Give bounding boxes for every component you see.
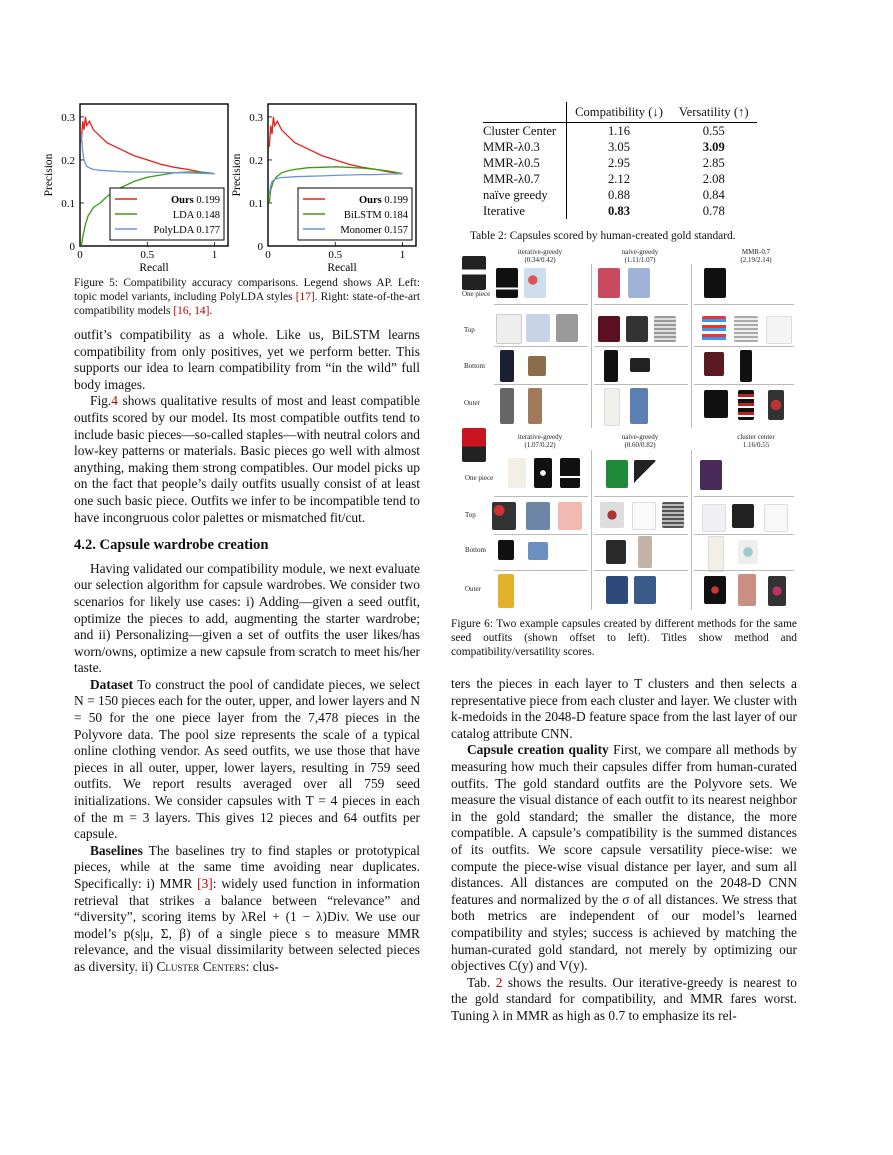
x-tick-label: 0	[77, 249, 83, 261]
clothing-image	[768, 390, 784, 420]
legend-series-name: Monomer	[340, 225, 382, 236]
table2	[483, 102, 757, 219]
clothing-image	[704, 576, 726, 604]
clothing-image	[704, 390, 728, 418]
paragraph: outfit’s compatibility as a whole. Like us, BiLSTM learns compatibility from only positives, yet we perform better. This supports our idea to learn compatibility from “in the wild” full body images.	[74, 327, 420, 392]
clothing-image	[492, 502, 516, 530]
text: : widely used function in information retrieval that strikes a balance between “relevance” and “diversity”, scoring items by λRel + (1 − λ)Div. We use our model’s p(s|μ, Σ, β) of a single piece s to measure MMR relevance, and the visual dissimilarity between selected pieces as diversity. ii)	[74, 876, 420, 974]
clothing-image	[704, 268, 726, 298]
row-label: Bottom	[465, 546, 487, 554]
text: : clus-	[245, 958, 279, 974]
clothing-image	[598, 316, 620, 342]
x-tick-label: 1	[399, 249, 406, 261]
clothing-image	[496, 268, 518, 298]
clothing-image	[638, 536, 652, 568]
table-cell: 0.88	[607, 188, 631, 202]
clothing-image	[526, 314, 550, 342]
legend-label	[153, 225, 220, 236]
table-cell: 0.55	[702, 124, 725, 138]
row-label: One piece	[462, 290, 491, 298]
clothing-image	[500, 350, 514, 382]
clothing-image	[626, 316, 648, 342]
clothing-image	[734, 316, 758, 342]
clothing-image	[498, 540, 514, 560]
legend-series-name: PolyLDA	[153, 225, 194, 236]
figure5-caption	[74, 276, 420, 319]
clothing-image	[764, 504, 788, 532]
paragraph: Having validated our compatibility module, we next evaluate our selection algorithm for capsule wardrobes. We consider two scenarios for likely use cases: i) Adding—given a seed outfit, optimize the pieces to add, augmenting the starter wardrobe; and ii) Personalizing—given a set of outfits the user likes/has worn/owns, optimize a new capsule from scratch to meet his/her taste.	[74, 560, 420, 676]
legend-series-name: BiLSTM	[343, 210, 382, 221]
table-cell: MMR-λ0.5	[483, 155, 567, 171]
clothing-image	[600, 502, 624, 528]
caption-text: .	[209, 305, 213, 318]
column-title: cluster center 1.16/0.55	[737, 433, 775, 449]
right-column	[451, 676, 797, 1024]
clothing-image	[634, 460, 656, 484]
clothing-image	[528, 356, 546, 376]
table-cell: 2.08	[702, 172, 725, 186]
x-axis-label: Recall	[139, 262, 169, 274]
paragraph	[74, 393, 420, 526]
table-cell: 3.05	[607, 140, 631, 154]
table-row	[483, 139, 757, 155]
paragraph	[74, 677, 420, 843]
legend-ap-value: 0.199	[193, 195, 220, 206]
clothing-image	[768, 576, 786, 606]
table-cell: naïve greedy	[483, 187, 567, 203]
seed-outfit-image	[462, 256, 486, 290]
left-column	[74, 327, 420, 976]
table-cell: MMR-λ0.7	[483, 171, 567, 187]
paragraph: ters the pieces in each layer to T clusters and then selects a representative piece from each cluster and layer. We cluster with k-medoids in the 2048-D feature space from the last layer of our catalog attribute CNN.	[451, 676, 797, 741]
figure5-charts	[40, 96, 420, 276]
caption-text: . Right: state-of-the-art compatibility models	[74, 291, 420, 318]
legend-ap-value: 0.148	[193, 210, 220, 221]
clothing-image	[606, 460, 628, 488]
column-title: naive-greedy (0.60/0.82)	[621, 433, 659, 449]
chart-right	[231, 104, 416, 274]
text: shows qualitative results of most and least compatible outfits scored by our model. Its most compatible outfits tend to include basic pieces—so-called staples—with neutral colors and low-key patterns or materials. Basic pieces go well with almost anything, making them strong compatibles. Our model picks up on the fact that people’s daily outfits usually consist of at least one such basic piece. Outfits we infer to be incompatible tend to have incongruous color palettes or mismatched fit/cut.	[74, 393, 420, 525]
clothing-image	[498, 574, 514, 608]
legend-ap-value: 0.177	[193, 225, 220, 236]
citation-link[interactable]: [3]	[197, 876, 213, 891]
clothing-image	[560, 458, 580, 488]
figure-link[interactable]: 4	[111, 393, 118, 409]
clothing-image	[604, 350, 618, 382]
clothing-image	[604, 388, 620, 426]
clothing-image	[632, 502, 656, 530]
clothing-image	[738, 390, 754, 420]
y-tick-label: 0	[69, 241, 75, 253]
clothing-image	[738, 540, 758, 564]
clothing-image	[558, 502, 582, 530]
row-label: Outer	[465, 585, 481, 593]
series-line-ours	[269, 117, 402, 174]
chart-left	[43, 104, 228, 274]
clothing-image	[700, 460, 722, 490]
y-tick-label: 0.2	[249, 154, 263, 167]
clothing-image	[606, 540, 626, 564]
legend-label	[171, 195, 220, 206]
table-cell: 0.83	[607, 204, 631, 218]
series-line-polylda	[81, 134, 214, 174]
clothing-image	[496, 314, 522, 344]
table-cell: 3.09	[702, 140, 725, 154]
seed-outfit-image	[462, 428, 486, 462]
y-tick-label: 0.3	[61, 111, 75, 124]
table-row	[483, 155, 757, 171]
table-cell: 2.95	[607, 156, 631, 170]
table-header	[483, 102, 567, 123]
caption-text: Figure 5: Compatibility accuracy comparisons. Legend shows AP. Left: topic model variants, including PolyLDA styles	[74, 277, 420, 304]
y-tick-label: 0	[257, 241, 263, 253]
text: Fig.	[90, 393, 112, 409]
y-tick-label: 0.1	[249, 197, 263, 210]
x-tick-label: 1	[211, 249, 218, 261]
clothing-image	[524, 268, 546, 298]
clothing-image	[556, 314, 578, 342]
column-title: iterative-greedy (1.07/0.22)	[517, 433, 563, 449]
table-cell: MMR-λ0.3	[483, 139, 567, 155]
y-tick-label: 0.2	[61, 154, 75, 167]
clothing-image	[662, 502, 684, 528]
clothing-image	[630, 358, 650, 372]
y-axis-label: Precision	[231, 153, 243, 197]
clothing-image	[630, 388, 648, 424]
figure6	[458, 246, 798, 610]
y-axis-label: Precision	[43, 153, 55, 197]
table-row	[483, 187, 757, 203]
legend-series-name: Ours	[358, 195, 382, 206]
clothing-image	[528, 542, 548, 560]
clothing-image	[738, 574, 756, 606]
text: To construct the pool of candidate pieces, we select N = 150 pieces each for the outer, upper, and lower layers and N = 50 for the one piece layer from the 7,478 pieces in the Polyvore data. The pool size represents the scale of a typical online clothing vendor. As seed outfits, we use those that have pieces in all outer, upper, lower layers, resulting in 759 seed outfits. We report results averaged over all 759 seed initializations. We consider capsules with T = 4 pieces in each of the m = 3 layers. This gives 12 pieces and 64 outfits per capsule.	[74, 676, 420, 842]
x-tick-label: 0.5	[328, 249, 343, 261]
row-label: Top	[464, 326, 475, 334]
clothing-image	[704, 352, 724, 376]
legend-series-name: LDA	[172, 210, 194, 221]
clothing-image	[528, 388, 542, 424]
legend-ap-value: 0.157	[381, 225, 408, 236]
text: First, we compare all methods by measuring how much their capsules differ from human-curated outfits. The gold standard outfits are the Polyvore sets. We measure the visual distance of each outfit to its nearest neighbor in the gold standard; the smaller the distance, the more compatible. A capsule’s compatibility is the summed distances of its outfits. We score capsule versatility piece-wise: we compute the piece-wise visual distance per layer, and sum all distances. All distances are computed on the 2048-D CNN features and normalized by the σ of all distances. We stress that both metrics are independent of our model’s learned compatibility and styles; success is achieved by matching the human-curated gold standard, not merely by optimizing our objectives C(y) and V(y).	[451, 742, 797, 974]
clothing-image	[766, 316, 792, 344]
table-header: Compatibility (↓)	[567, 102, 671, 123]
citation-link[interactable]: [16, 14]	[173, 305, 210, 318]
row-label: One piece	[465, 474, 494, 482]
series-line-ours	[81, 117, 214, 174]
paragraph	[451, 742, 797, 974]
clothing-image	[628, 268, 650, 298]
row-label: Outer	[464, 399, 480, 407]
text: Tab.	[467, 974, 491, 990]
table-cell: 2.12	[607, 172, 631, 186]
clothing-image	[702, 504, 726, 532]
legend-label	[344, 210, 409, 221]
text: The baselines try to find staples or prototypical pieces, while at the same time avoiding near duplicates. Specifically: i) MMR	[74, 842, 421, 891]
x-tick-label: 0	[265, 249, 271, 261]
paragraph-head: Baselines	[90, 842, 143, 858]
y-tick-label: 0.1	[61, 197, 75, 210]
clothing-image	[654, 316, 676, 342]
clothing-image	[634, 576, 656, 604]
text: shows the results. Our iterative-greedy is nearest to the gold standard for compatibility, and MMR fares worst. Tuning λ in MMR as high as 0.7 to emphasize its rel-	[451, 974, 797, 1023]
table2-caption: Table 2: Capsules scored by human-created gold standard.	[470, 230, 736, 242]
table-cell: 1.16	[607, 124, 631, 138]
legend-label	[340, 225, 408, 236]
x-axis-label: Recall	[327, 262, 357, 274]
table-row	[483, 123, 757, 140]
legend-label	[359, 195, 408, 206]
paragraph	[74, 843, 420, 976]
text: Cluster Centers	[156, 958, 246, 974]
table-link[interactable]: 2	[495, 974, 503, 990]
legend-series-name: Ours	[170, 195, 194, 206]
paragraph	[451, 975, 797, 1025]
y-tick-label: 0.3	[249, 111, 263, 124]
clothing-image	[606, 576, 628, 604]
table-row	[483, 203, 757, 219]
clothing-image	[740, 350, 752, 382]
clothing-image	[598, 268, 620, 298]
table-cell: Cluster Center	[483, 123, 567, 140]
clothing-image	[500, 388, 514, 424]
clothing-image	[508, 458, 526, 488]
paragraph-head: Capsule creation quality	[467, 742, 609, 758]
section-title: 4.2. Capsule wardrobe creation	[74, 537, 269, 554]
clothing-image	[708, 536, 724, 572]
table-cell: 0.84	[702, 188, 725, 202]
legend-label	[173, 210, 220, 221]
table-header: Versatility (↑)	[671, 102, 757, 123]
column-title: iterative-greedy (0.34/0.42)	[517, 248, 563, 264]
paragraph-head: Dataset	[90, 676, 134, 692]
figure6-caption: Figure 6: Two example capsules created by different methods for the same seed outfits (shown offset to left). Titles show method and compatibility/versatility scores.	[451, 618, 797, 659]
column-title: naive-greedy (1.11/1.07)	[621, 248, 659, 264]
citation-link[interactable]: [17]	[295, 291, 315, 304]
clothing-image	[526, 502, 550, 530]
legend-ap-value: 0.199	[381, 195, 408, 206]
clothing-image	[732, 504, 754, 528]
column-title: MMR-0.7 (2.19/2.14)	[740, 248, 772, 264]
row-label: Top	[465, 511, 476, 519]
table-cell: 0.78	[702, 204, 725, 218]
row-label: Bottom	[464, 362, 486, 370]
table-cell: Iterative	[483, 203, 567, 219]
x-tick-label: 0.5	[140, 249, 155, 261]
legend-ap-value: 0.184	[381, 210, 408, 221]
table-row	[483, 171, 757, 187]
table-cell: 2.85	[702, 156, 725, 170]
clothing-image	[702, 316, 726, 342]
clothing-image	[534, 458, 552, 488]
